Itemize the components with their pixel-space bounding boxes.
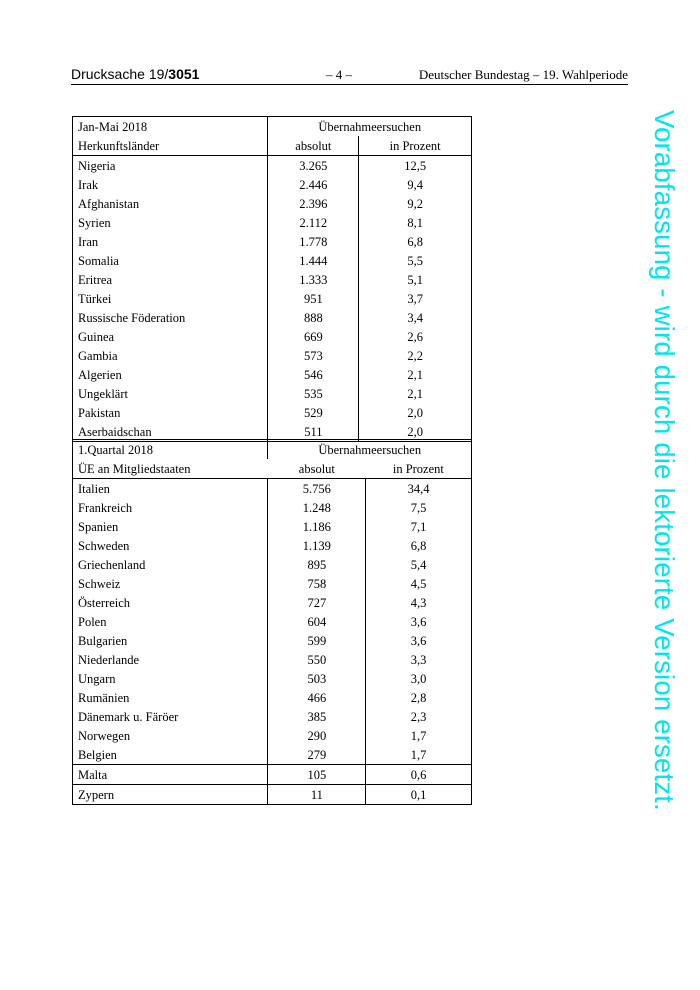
table-row bbox=[73, 517, 472, 536]
row-name: Ungeklärt bbox=[78, 386, 128, 401]
table-row bbox=[73, 175, 472, 194]
row-name: Aserbaidschan bbox=[78, 424, 152, 439]
table-row bbox=[73, 785, 472, 805]
row-abs: 888 bbox=[268, 308, 359, 327]
table-row bbox=[73, 251, 472, 270]
table1-group-header: Übernahmeersuchen bbox=[268, 117, 472, 137]
row-abs: 279 bbox=[268, 745, 366, 765]
row-abs: 511 bbox=[268, 422, 359, 442]
row-abs: 1.248 bbox=[268, 498, 366, 517]
table-row bbox=[73, 669, 472, 688]
table-row bbox=[73, 346, 472, 365]
row-name: Iran bbox=[78, 234, 99, 249]
row-name: Dänemark u. Färöer bbox=[78, 709, 179, 724]
table1-period: Jan-Mai 2018 bbox=[78, 119, 148, 134]
watermark-text: Vorabfassung - wird durch die lektorierte Version ersetzt. bbox=[649, 110, 680, 811]
table-row bbox=[73, 688, 472, 707]
row-abs: 11 bbox=[268, 785, 366, 805]
row-pct: 2,0 bbox=[359, 403, 472, 422]
row-pct: 4,5 bbox=[366, 574, 472, 593]
header-rule bbox=[71, 84, 628, 85]
row-name: Türkei bbox=[78, 291, 112, 306]
row-abs: 895 bbox=[268, 555, 366, 574]
row-name: Russische Föderation bbox=[78, 310, 186, 325]
row-pct: 6,8 bbox=[366, 536, 472, 555]
table2-row-header: ÜE an Mitgliedstaaten bbox=[78, 461, 191, 476]
table-row bbox=[73, 289, 472, 308]
table-row bbox=[73, 327, 472, 346]
table-row bbox=[73, 707, 472, 726]
row-abs: 604 bbox=[268, 612, 366, 631]
row-name: Guinea bbox=[78, 329, 115, 344]
table1-col-pct: in Prozent bbox=[359, 136, 472, 156]
row-pct: 5,5 bbox=[359, 251, 472, 270]
row-abs: 1.186 bbox=[268, 517, 366, 536]
table-row bbox=[73, 194, 472, 213]
row-name: Ungarn bbox=[78, 671, 116, 686]
row-name: Bulgarien bbox=[78, 633, 128, 648]
row-abs: 669 bbox=[268, 327, 359, 346]
row-pct: 3,0 bbox=[366, 669, 472, 688]
row-pct: 3,6 bbox=[366, 612, 472, 631]
row-abs: 2.446 bbox=[268, 175, 359, 194]
row-abs: 3.265 bbox=[268, 156, 359, 176]
row-abs: 951 bbox=[268, 289, 359, 308]
table-row bbox=[73, 593, 472, 612]
table2-group-header: Übernahmeersuchen bbox=[268, 440, 472, 460]
row-name: Österreich bbox=[78, 595, 131, 610]
row-name: Afghanistan bbox=[78, 196, 140, 211]
row-abs: 529 bbox=[268, 403, 359, 422]
table-row bbox=[73, 365, 472, 384]
row-pct: 2,2 bbox=[359, 346, 472, 365]
table1-col-abs: absolut bbox=[268, 136, 359, 156]
row-abs: 290 bbox=[268, 726, 366, 745]
row-abs: 550 bbox=[268, 650, 366, 669]
row-pct: 2,0 bbox=[359, 422, 472, 442]
table-herkunftslaender bbox=[72, 116, 472, 442]
row-name: Nigeria bbox=[78, 158, 116, 173]
row-pct: 9,4 bbox=[359, 175, 472, 194]
row-abs: 466 bbox=[268, 688, 366, 707]
row-abs: 5.756 bbox=[268, 479, 366, 499]
row-pct: 0,1 bbox=[366, 785, 472, 805]
row-pct: 2,1 bbox=[359, 384, 472, 403]
row-abs: 546 bbox=[268, 365, 359, 384]
table-row bbox=[73, 384, 472, 403]
row-name: Schweden bbox=[78, 538, 130, 553]
row-abs: 2.396 bbox=[268, 194, 359, 213]
row-pct: 8,1 bbox=[359, 213, 472, 232]
row-name: Niederlande bbox=[78, 652, 140, 667]
row-pct: 34,4 bbox=[366, 479, 472, 499]
row-abs: 1.333 bbox=[268, 270, 359, 289]
row-pct: 12,5 bbox=[359, 156, 472, 176]
row-abs: 758 bbox=[268, 574, 366, 593]
table-row bbox=[73, 765, 472, 785]
row-pct: 5,1 bbox=[359, 270, 472, 289]
row-abs: 105 bbox=[268, 765, 366, 785]
row-pct: 2,1 bbox=[359, 365, 472, 384]
row-abs: 385 bbox=[268, 707, 366, 726]
table-row bbox=[73, 479, 472, 499]
row-pct: 2,8 bbox=[366, 688, 472, 707]
drucksache-number: Drucksache 19/3051 bbox=[71, 66, 200, 82]
table-row bbox=[73, 270, 472, 289]
row-abs: 1.778 bbox=[268, 232, 359, 251]
row-name: Belgien bbox=[78, 747, 117, 762]
table-row bbox=[73, 650, 472, 669]
table1-row-header: Herkunftsländer bbox=[78, 138, 160, 153]
row-pct: 5,4 bbox=[366, 555, 472, 574]
row-pct: 7,5 bbox=[366, 498, 472, 517]
table-mitgliedstaaten bbox=[72, 439, 472, 805]
row-pct: 2,6 bbox=[359, 327, 472, 346]
table-row bbox=[73, 555, 472, 574]
row-pct: 2,3 bbox=[366, 707, 472, 726]
row-name: Pakistan bbox=[78, 405, 121, 420]
row-abs: 727 bbox=[268, 593, 366, 612]
row-pct: 6,8 bbox=[359, 232, 472, 251]
watermark bbox=[646, 110, 686, 910]
row-name: Irak bbox=[78, 177, 99, 192]
row-abs: 1.139 bbox=[268, 536, 366, 555]
row-name: Somalia bbox=[78, 253, 119, 268]
table-row bbox=[73, 574, 472, 593]
parliament-title: Deutscher Bundestag – 19. Wahlperiode bbox=[418, 67, 628, 82]
table2-period: 1.Quartal 2018 bbox=[78, 442, 153, 457]
row-name: Frankreich bbox=[78, 500, 133, 515]
row-pct: 3,3 bbox=[366, 650, 472, 669]
table-row bbox=[73, 726, 472, 745]
table-row bbox=[73, 156, 472, 176]
table-row bbox=[73, 403, 472, 422]
row-pct: 9,2 bbox=[359, 194, 472, 213]
row-abs: 573 bbox=[268, 346, 359, 365]
table-row bbox=[73, 232, 472, 251]
row-abs: 599 bbox=[268, 631, 366, 650]
table-row bbox=[73, 536, 472, 555]
row-name: Italien bbox=[78, 481, 110, 496]
row-name: Eritrea bbox=[78, 272, 113, 287]
row-pct: 1,7 bbox=[366, 745, 472, 765]
row-name: Algerien bbox=[78, 367, 122, 382]
page-header bbox=[71, 66, 628, 86]
table-row bbox=[73, 498, 472, 517]
row-pct: 3,7 bbox=[359, 289, 472, 308]
row-abs: 503 bbox=[268, 669, 366, 688]
row-name: Gambia bbox=[78, 348, 118, 363]
row-pct: 3,4 bbox=[359, 308, 472, 327]
row-pct: 1,7 bbox=[366, 726, 472, 745]
row-name: Rumänien bbox=[78, 690, 130, 705]
row-name: Griechenland bbox=[78, 557, 146, 572]
table-row bbox=[73, 745, 472, 765]
page-number: – 4 – bbox=[326, 67, 352, 82]
row-name: Schweiz bbox=[78, 576, 121, 591]
row-name: Polen bbox=[78, 614, 107, 629]
table-row bbox=[73, 213, 472, 232]
row-name: Spanien bbox=[78, 519, 119, 534]
row-abs: 535 bbox=[268, 384, 359, 403]
row-name: Zypern bbox=[78, 787, 115, 802]
table-row bbox=[73, 631, 472, 650]
table2-col-abs: absolut bbox=[298, 461, 335, 476]
row-pct: 4,3 bbox=[366, 593, 472, 612]
row-name: Malta bbox=[78, 767, 108, 782]
row-name: Syrien bbox=[78, 215, 111, 230]
table-row bbox=[73, 612, 472, 631]
row-name: Norwegen bbox=[78, 728, 131, 743]
row-pct: 0,6 bbox=[366, 765, 472, 785]
table-row bbox=[73, 308, 472, 327]
row-pct: 7,1 bbox=[366, 517, 472, 536]
row-abs: 2.112 bbox=[268, 213, 359, 232]
row-pct: 3,6 bbox=[366, 631, 472, 650]
table2-col-pct: in Prozent bbox=[392, 461, 444, 476]
row-abs: 1.444 bbox=[268, 251, 359, 270]
